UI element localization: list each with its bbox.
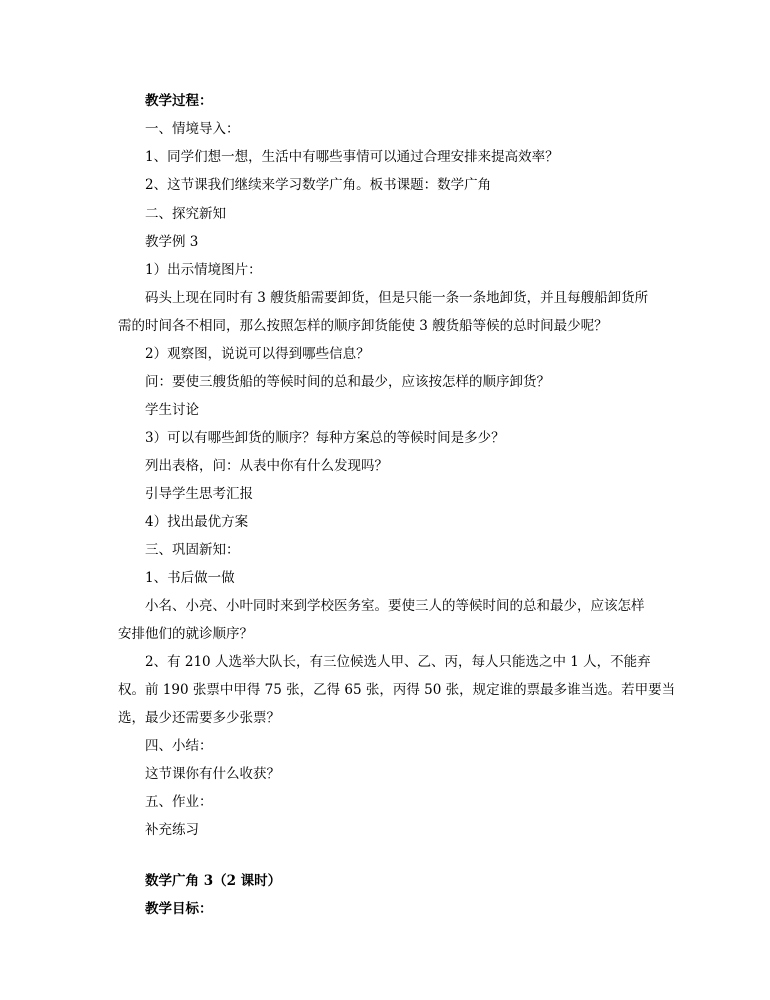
paragraph: 3）可以有哪些卸货的顺序？每种方案总的等候时间是多少？: [145, 430, 505, 446]
paragraph: 2）观察图，说说可以得到哪些信息？: [145, 346, 370, 362]
paragraph-continuation: 选，最少还需要多少张票？: [118, 710, 280, 726]
paragraph: 列出表格，问：从表中你有什么发现吗？: [145, 458, 388, 474]
heading-homework: 五、作业：: [145, 794, 213, 810]
section-heading-goals: 教学目标：: [145, 901, 213, 917]
paragraph: 1、书后做一做: [145, 570, 235, 586]
paragraph: 补充练习: [145, 822, 199, 838]
paragraph: 1）出示情境图片：: [145, 262, 262, 278]
paragraph: 2、有 210 人选举大队长，有三位候选人甲、乙、丙，每人只能选之中 1 人，不能弃: [145, 654, 651, 670]
lesson-title: 数学广角 3（2 课时）: [145, 873, 282, 889]
paragraph: 2、这节课我们继续来学习数学广角。板书课题：数学广角: [145, 177, 492, 193]
paragraph: 这节课你有什么收获？: [145, 766, 280, 782]
heading-intro: 一、情境导入：: [145, 121, 240, 137]
paragraph: 1、同学们想一想，生活中有哪些事情可以通过合理安排来提高效率？: [145, 149, 559, 165]
paragraph-continuation: 安排他们的就诊顺序？: [118, 626, 253, 642]
paragraph: 问：要使三艘货船的等候时间的总和最少，应该按怎样的顺序卸货？: [145, 374, 550, 390]
paragraph: 小名、小亮、小叶同时来到学校医务室。要使三人的等候时间的总和最少，应该怎样: [145, 598, 645, 614]
paragraph: 4）找出最优方案: [145, 514, 249, 530]
paragraph: 教学例 3: [145, 234, 199, 250]
paragraph-continuation: 权。前 190 张票中甲得 75 张，乙得 65 张，丙得 50 张，规定谁的票最多谁当选。若甲要当: [118, 682, 676, 698]
paragraph: 码头上现在同时有 3 艘货船需要卸货，但是只能一条一条地卸货，并且每艘船卸货所: [145, 290, 649, 306]
heading-consolidate: 三、巩固新知：: [145, 542, 240, 558]
paragraph-continuation: 需的时间各不相同，那么按照怎样的顺序卸货能使 3 艘货船等候的总时间最少呢？: [118, 318, 608, 334]
paragraph: 学生讨论: [145, 402, 199, 418]
paragraph: 引导学生思考汇报: [145, 486, 253, 502]
heading-explore: 二、探究新知: [145, 206, 226, 222]
heading-summary: 四、小结：: [145, 738, 213, 754]
section-heading-process: 教学过程：: [145, 93, 213, 109]
